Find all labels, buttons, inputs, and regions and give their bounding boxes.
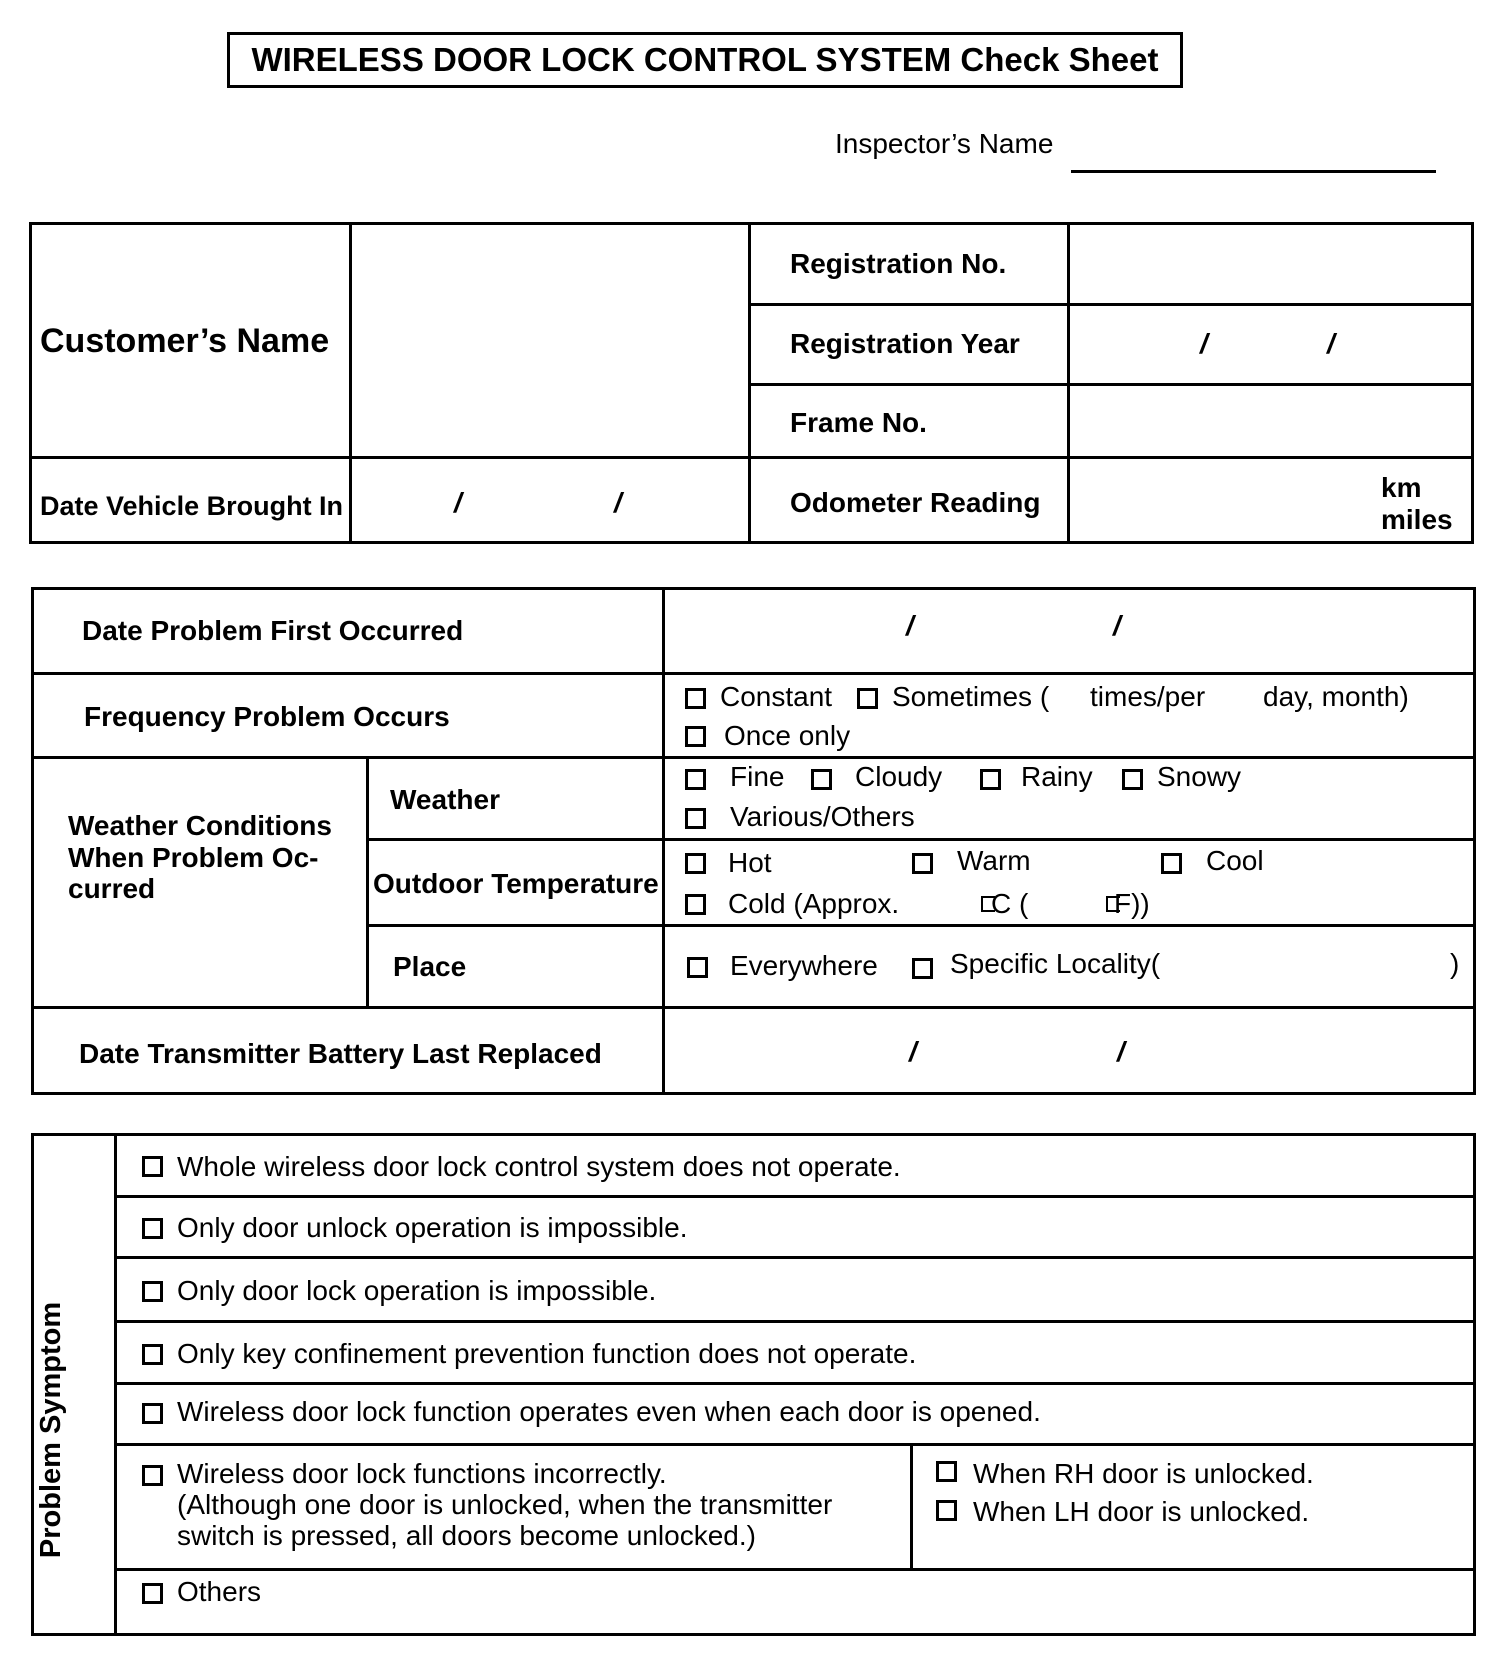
temp-cool-label: Cool	[1206, 845, 1264, 876]
freq-constant-checkbox[interactable]	[685, 688, 706, 709]
date-brought-in-slash: /	[614, 487, 622, 518]
freq-sometimes-checkbox[interactable]	[857, 688, 878, 709]
registration-no-field[interactable]	[1070, 225, 1470, 303]
registration-year-slash: /	[1200, 328, 1208, 359]
symptom-label: Wireless door lock function operates even when each door is opened.	[177, 1396, 1041, 1427]
place-everywhere-checkbox[interactable]	[687, 957, 708, 978]
inspector-name-field[interactable]	[1071, 170, 1436, 173]
weather-conditions-label-line1: Weather Conditions	[68, 810, 332, 841]
weather-cloudy-checkbox[interactable]	[811, 769, 832, 790]
registration-no-label: Registration No.	[790, 248, 1007, 279]
place-specific-checkbox[interactable]	[912, 958, 933, 979]
lh-door-checkbox[interactable]	[936, 1500, 957, 1521]
symptom-checkbox[interactable]	[142, 1156, 163, 1177]
date-brought-in-slash: /	[454, 487, 462, 518]
freq-times-per-label: times/per	[1090, 681, 1206, 712]
temp-cold-label: Cold (Approx.	[728, 888, 900, 919]
weather-various-checkbox[interactable]	[685, 808, 706, 829]
symptom-others-checkbox[interactable]	[142, 1583, 163, 1604]
symptom-others-label: Others	[177, 1576, 262, 1607]
freq-once-label: Once only	[724, 720, 851, 751]
symptom-label: Only door lock operation is impossible.	[177, 1275, 657, 1306]
symptom-incorrect-line3: switch is pressed, all doors become unlocked.)	[177, 1520, 756, 1551]
date-first-slash: /	[1113, 610, 1121, 641]
customer-name-label: Customer’s Name	[40, 322, 330, 360]
weather-various-label: Various/Others	[730, 801, 915, 832]
symptom-label: Whole wireless door lock control system does not operate.	[177, 1151, 901, 1182]
date-first-slash: /	[906, 610, 914, 641]
temp-hot-label: Hot	[728, 847, 772, 878]
freq-sometimes-label: Sometimes (	[892, 681, 1050, 712]
weather-fine-checkbox[interactable]	[685, 769, 706, 790]
sheet-title: WIRELESS DOOR LOCK CONTROL SYSTEM Check Sheet	[227, 32, 1183, 88]
frequency-label: Frequency Problem Occurs	[84, 701, 450, 732]
rh-door-checkbox[interactable]	[936, 1461, 957, 1482]
customer-name-field[interactable]	[352, 225, 748, 456]
frame-no-field[interactable]	[1070, 386, 1470, 456]
place-label: Place	[393, 951, 467, 982]
weather-snowy-label: Snowy	[1157, 761, 1242, 792]
temp-cool-checkbox[interactable]	[1161, 853, 1182, 874]
symptom-incorrect-checkbox[interactable]	[142, 1465, 163, 1486]
weather-label: Weather	[390, 784, 500, 815]
weather-conditions-label-line2: When Problem Oc-	[68, 842, 319, 873]
weather-snowy-checkbox[interactable]	[1122, 769, 1143, 790]
symptom-label: Only door unlock operation is impossible.	[177, 1212, 688, 1243]
rh-door-label: When RH door is unlocked.	[973, 1458, 1314, 1489]
temp-cold-checkbox[interactable]	[685, 894, 706, 915]
temp-warm-checkbox[interactable]	[912, 853, 933, 874]
symptom-checkbox[interactable]	[142, 1281, 163, 1302]
freq-constant-label: Constant	[720, 681, 833, 712]
weather-fine-label: Fine	[730, 761, 785, 792]
date-brought-in-label: Date Vehicle Brought In	[40, 491, 344, 521]
temp-warm-label: Warm	[957, 845, 1031, 876]
temp-f-label: F))	[1114, 888, 1150, 919]
freq-day-month-label: day, month)	[1263, 681, 1409, 712]
place-specific-close: )	[1450, 948, 1460, 979]
place-specific-label: Specific Locality(	[950, 948, 1161, 979]
odometer-unit-miles: miles	[1381, 504, 1453, 535]
symptom-incorrect-line2: (Although one door is unlocked, when the transmitter	[177, 1489, 833, 1520]
inspector-name-label: Inspector’s Name	[835, 128, 1054, 159]
place-everywhere-label: Everywhere	[730, 950, 878, 981]
date-first-label: Date Problem First Occurred	[82, 615, 464, 646]
weather-rainy-label: Rainy	[1021, 761, 1093, 792]
problem-symptom-heading: Problem Symptom	[35, 1301, 67, 1559]
weather-cloudy-label: Cloudy	[855, 761, 943, 792]
symptom-checkbox[interactable]	[142, 1344, 163, 1365]
registration-year-label: Registration Year	[790, 328, 1020, 359]
lh-door-label: When LH door is unlocked.	[973, 1496, 1310, 1527]
weather-rainy-checkbox[interactable]	[980, 769, 1001, 790]
temp-c-label: C (	[991, 888, 1029, 919]
battery-replaced-label: Date Transmitter Battery Last Replaced	[79, 1038, 602, 1069]
symptom-label: Only key confinement prevention function does not operate.	[177, 1338, 917, 1369]
battery-slash: /	[1117, 1036, 1125, 1067]
odometer-unit-km: km	[1381, 472, 1422, 503]
outdoor-temperature-label: Outdoor Temperature	[373, 868, 659, 899]
weather-conditions-label-line3: curred	[68, 873, 156, 904]
odometer-label: Odometer Reading	[790, 487, 1041, 518]
symptom-checkbox[interactable]	[142, 1218, 163, 1239]
freq-once-checkbox[interactable]	[685, 726, 706, 747]
battery-slash: /	[909, 1036, 917, 1067]
frame-no-label: Frame No.	[790, 407, 927, 438]
registration-year-slash: /	[1327, 328, 1335, 359]
symptom-checkbox[interactable]	[142, 1403, 163, 1424]
symptom-incorrect-line1: Wireless door lock functions incorrectly.	[177, 1458, 667, 1489]
temp-hot-checkbox[interactable]	[685, 853, 706, 874]
